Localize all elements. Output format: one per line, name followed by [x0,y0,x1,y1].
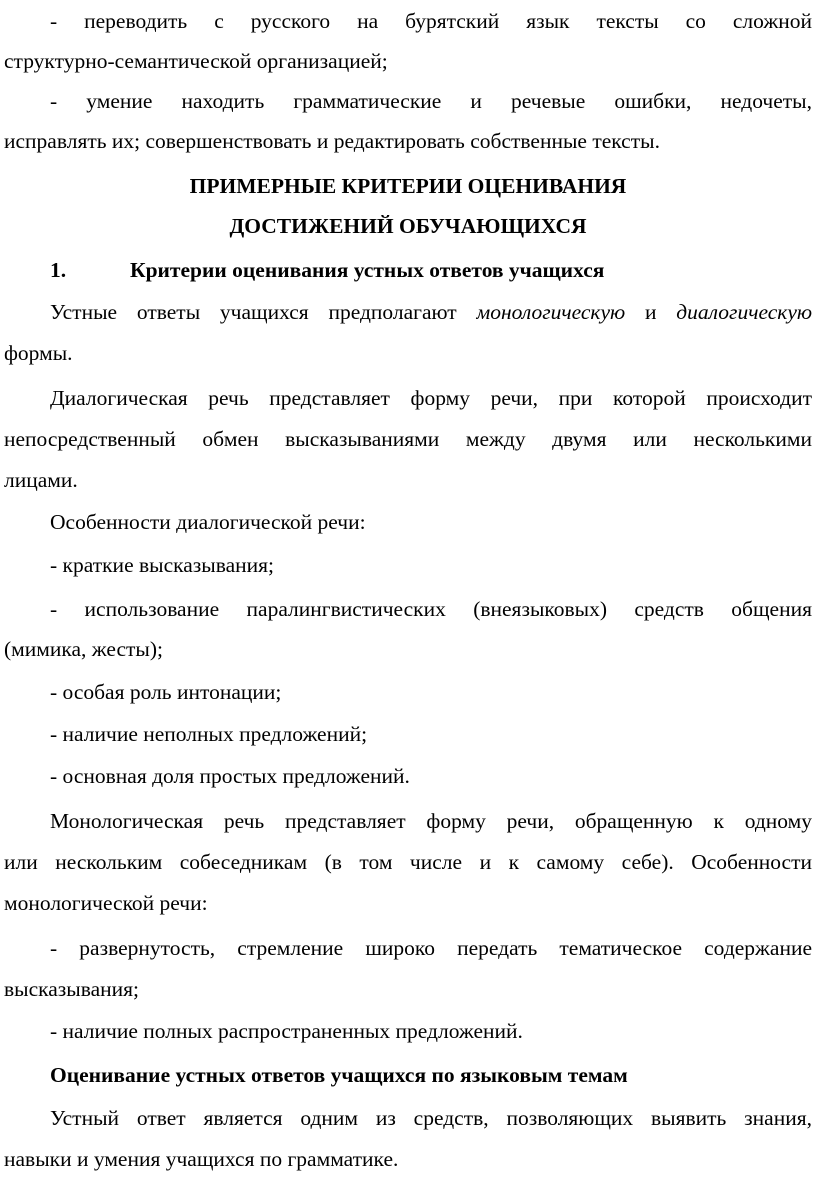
heading-line-1: ПРИМЕРНЫЕ КРИТЕРИИ ОЦЕНИВАНИЯ [189,174,627,198]
heading-line-2: ДОСТИЖЕНИЙ ОБУЧАЮЩИХСЯ [229,214,587,238]
italic-term: монологическую [476,300,626,324]
text-line: исправлять их; совершенствовать и редактировать собственные тексты. [4,129,660,153]
list-item: - использование паралингвистических (внеязыковых) средств общения [50,597,812,621]
text-line: - переводить с русского на бурятский язык тексты со сложной [50,9,812,33]
text-line: или нескольким собеседникам (в том числе и к самому себе). Особенности [4,850,812,874]
text-line: навыки и умения учащихся по грамматике. [4,1147,399,1171]
list-item: - основная доля простых предложений. [50,764,410,788]
text-line: лицами. [4,468,78,492]
text-line: формы. [4,341,73,365]
text-line: Устные ответы учащихся предполагают монологическую и диалогическую [50,300,812,324]
text-line: - умение находить грамматические и речевые ошибки, недочеты, [50,89,812,113]
subheading: Оценивание устных ответов учащихся по языковым темам [50,1063,628,1087]
document-page [4,0,812,1186]
text-line: (мимика, жесты); [4,637,163,661]
list-item: - особая роль интонации; [50,680,282,704]
list-item: - наличие неполных предложений; [50,722,368,746]
list-item: - краткие высказывания; [50,553,275,577]
text-line: монологической речи: [4,891,208,915]
section-title: Критерии оценивания устных ответов учащихся [130,258,605,282]
text-line: непосредственный обмен высказываниями между двумя или несколькими [4,427,812,451]
section-heading [4,255,812,285]
list-item: - наличие полных распространенных предложений. [50,1019,523,1043]
text-line: Устный ответ является одним из средств, позволяющих выявить знания, [50,1106,812,1130]
list-item: - развернутость, стремление широко передать тематическое содержание [50,936,812,960]
text-line: Диалогическая речь представляет форму речи, при которой происходит [50,386,812,410]
text-line: Монологическая речь представляет форму речи, обращенную к одному [50,809,812,833]
text-line: высказывания; [4,977,140,1001]
section-number: 1. [50,258,67,282]
italic-term: диалогическую [676,300,812,324]
text-line: структурно-семантической организацией; [4,49,388,73]
text-line: Особенности диалогической речи: [50,510,366,534]
